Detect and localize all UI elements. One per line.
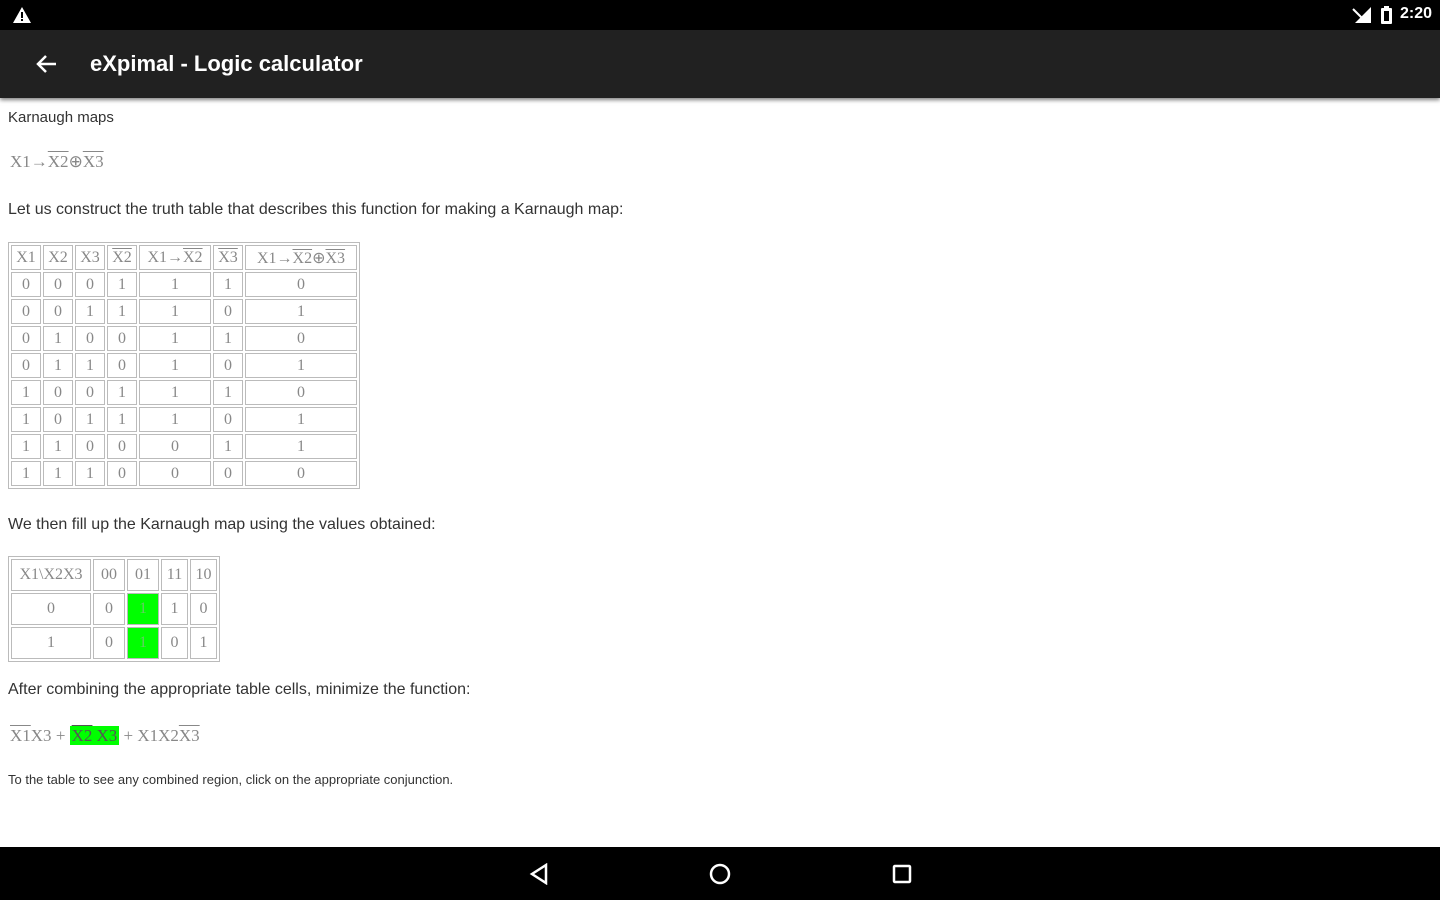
header-x3: X3: [75, 245, 105, 270]
truth-table-cell: 0: [107, 353, 137, 378]
karnaugh-row: [11, 627, 217, 659]
combine-text: After combining the appropriate table cells, minimize the function:: [8, 681, 471, 698]
karnaugh-col-header: 00: [93, 559, 125, 591]
truth-table-cell: 1: [213, 434, 243, 459]
truth-table-cell: 0: [43, 299, 73, 324]
truth-table-cell: 0: [213, 353, 243, 378]
function-formula: [10, 152, 104, 172]
truth-table-cell: 1: [245, 353, 357, 378]
karnaugh-col-header: 10: [190, 559, 217, 591]
formula-xor: ⊕: [68, 152, 83, 171]
truth-table-cell: 1: [139, 326, 211, 351]
truth-table-cell: 1: [139, 380, 211, 405]
truth-table-cell: 1: [139, 407, 211, 432]
truth-table-cell: 0: [75, 434, 105, 459]
truth-table-cell: 0: [245, 380, 357, 405]
truth-table-cell: 1: [11, 407, 41, 432]
truth-table-cell: 1: [11, 461, 41, 486]
truth-table-cell: 1: [43, 461, 73, 486]
fill-text: We then fill up the Karnaugh map using the values obtained:: [8, 516, 436, 533]
truth-table-header: [11, 245, 357, 270]
truth-table-row: [11, 326, 357, 351]
formula-arrow: →: [30, 152, 48, 171]
formula-x2: X2: [47, 152, 69, 171]
truth-table-cell: 0: [107, 434, 137, 459]
truth-table-cell: 1: [75, 299, 105, 324]
karnaugh-cell: 0: [93, 627, 125, 659]
karnaugh-cell: 1: [190, 627, 217, 659]
battery-icon: [1381, 6, 1392, 24]
karnaugh-cell: 0: [190, 593, 217, 625]
truth-table-cell: 1: [107, 299, 137, 324]
arrow-back-icon: [35, 54, 57, 74]
truth-table-cell: 1: [245, 299, 357, 324]
nav-recents-icon: [891, 863, 913, 885]
truth-table-cell: 0: [43, 380, 73, 405]
header-x2: X2: [43, 245, 73, 270]
app-title: eXpimal - Logic calculator: [90, 51, 363, 76]
truth-table-cell: 1: [43, 326, 73, 351]
truth-table-cell: 0: [213, 299, 243, 324]
karnaugh-row-label: 1: [11, 627, 91, 659]
truth-table: [8, 242, 360, 489]
truth-table-cell: 1: [245, 434, 357, 459]
karnaugh-cell-highlighted: 1: [127, 593, 159, 625]
truth-table-cell: 0: [139, 434, 211, 459]
conjunction-1[interactable]: X1X3: [10, 726, 52, 745]
header-x1-impl-not-x2: X1→X2: [139, 245, 211, 270]
karnaugh-cell: 1: [161, 593, 188, 625]
intro-text: Let us construct the truth table that describes this function for making a Karnaugh map:: [8, 201, 624, 218]
truth-table-cell: 0: [43, 407, 73, 432]
truth-table-cell: 1: [213, 272, 243, 297]
nav-home-icon: [708, 862, 732, 886]
header-result: X1→X2⊕X3: [245, 245, 357, 270]
truth-table-cell: 1: [139, 272, 211, 297]
truth-table-cell: 0: [245, 461, 357, 486]
truth-table-cell: 1: [11, 380, 41, 405]
truth-table-cell: 1: [75, 353, 105, 378]
truth-table-row: [11, 353, 357, 378]
truth-table-cell: 0: [245, 326, 357, 351]
truth-table-cell: 0: [213, 461, 243, 486]
karnaugh-corner: X1\X2X3: [11, 559, 91, 591]
plus-sign: +: [123, 726, 134, 745]
truth-table-cell: 1: [107, 380, 137, 405]
karnaugh-header: [11, 559, 217, 591]
truth-table-cell: 1: [213, 380, 243, 405]
karnaugh-row-label: 0: [11, 593, 91, 625]
truth-table-cell: 0: [107, 326, 137, 351]
truth-table-cell: 0: [11, 326, 41, 351]
truth-table-cell: 0: [11, 299, 41, 324]
karnaugh-col-header: 11: [161, 559, 188, 591]
truth-table-cell: 0: [245, 272, 357, 297]
header-not-x2: X2: [107, 245, 137, 270]
truth-table-cell: 0: [11, 353, 41, 378]
plus-sign: +: [55, 726, 66, 745]
truth-table-cell: 1: [107, 272, 137, 297]
truth-table-cell: 1: [107, 407, 137, 432]
truth-table-cell: 1: [11, 434, 41, 459]
truth-table-cell: 0: [139, 461, 211, 486]
truth-table-cell: 0: [75, 326, 105, 351]
karnaugh-col-header: 01: [127, 559, 159, 591]
karnaugh-row: [11, 593, 217, 625]
truth-table-row: [11, 461, 357, 486]
app-bar: [0, 30, 1440, 98]
truth-table-row: [11, 380, 357, 405]
nav-back-button[interactable]: [524, 859, 554, 889]
truth-table-cell: 1: [43, 434, 73, 459]
karnaugh-map: [8, 556, 220, 662]
truth-table-cell: 0: [43, 272, 73, 297]
hint-text: To the table to see any combined region, click on the appropriate conjunction.: [8, 772, 454, 787]
header-x1: X1: [11, 245, 41, 270]
clock: 2:20: [1400, 5, 1433, 22]
truth-table-row: [11, 434, 357, 459]
karnaugh-cell: 0: [161, 627, 188, 659]
nav-back-icon: [528, 863, 550, 885]
truth-table-cell: 1: [75, 407, 105, 432]
conjunction-3[interactable]: X1X2X3: [137, 726, 200, 745]
truth-table-cell: 1: [75, 461, 105, 486]
nav-recents-button[interactable]: [887, 859, 917, 889]
truth-table-cell: 0: [75, 272, 105, 297]
truth-table-cell: 1: [43, 353, 73, 378]
minimized-function: [10, 726, 200, 746]
truth-table-cell: 0: [11, 272, 41, 297]
conjunction-2-highlighted[interactable]: X2 X3: [71, 726, 118, 745]
karnaugh-cell-highlighted: 1: [127, 627, 159, 659]
nav-home-button[interactable]: [705, 859, 735, 889]
truth-table-cell: 0: [75, 380, 105, 405]
truth-table-row: [11, 272, 357, 297]
formula-x1: X1: [10, 152, 31, 171]
karnaugh-cell: 0: [93, 593, 125, 625]
truth-table-row: [11, 299, 357, 324]
truth-table-cell: 1: [245, 407, 357, 432]
navigation-bar: [0, 847, 1440, 900]
truth-table-cell: 1: [139, 353, 211, 378]
truth-table-cell: 0: [213, 407, 243, 432]
truth-table-cell: 0: [107, 461, 137, 486]
status-bar: [0, 0, 1440, 30]
truth-table-cell: 1: [213, 326, 243, 351]
back-button[interactable]: [20, 44, 72, 84]
signal-icon: [1351, 7, 1373, 23]
section-title: Karnaugh maps: [8, 109, 114, 126]
warning-icon: [12, 6, 32, 24]
formula-x3: X3: [82, 152, 104, 171]
truth-table-cell: 1: [139, 299, 211, 324]
truth-table-row: [11, 407, 357, 432]
header-not-x3: X3: [213, 245, 243, 270]
